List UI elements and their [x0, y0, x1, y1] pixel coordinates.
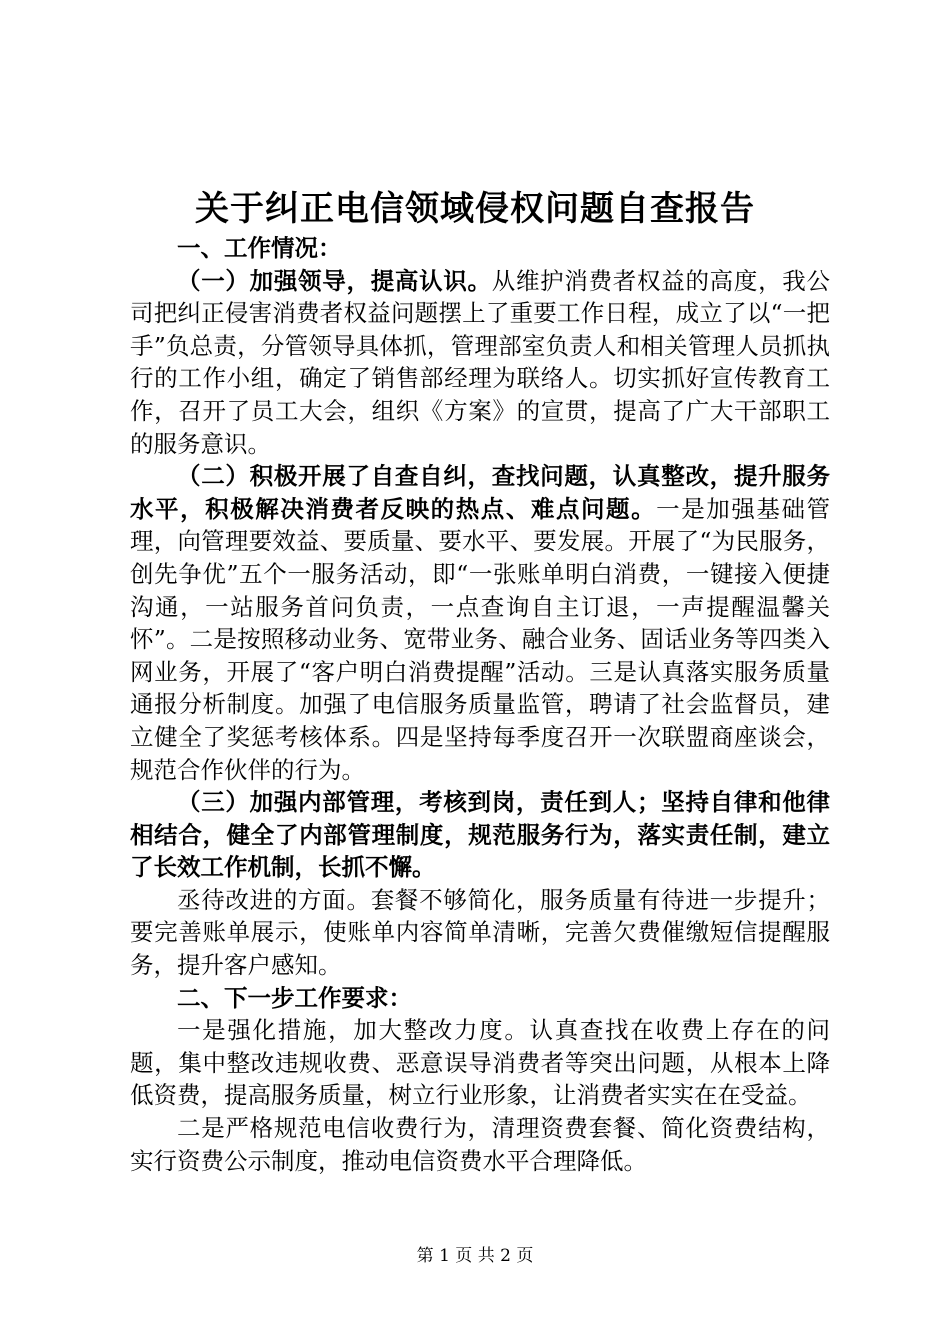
paragraph-4-text: 丞待改进的方面。套餐不够简化，服务质量有待进一步提升；要完善账单展示，使账单内容简单清晰，完善欠费催缴短信提醒服务，提升客户感知。	[130, 885, 830, 980]
paragraph-1-text: 从维护消费者权益的高度，我公司把纠正侵害消费者权益问题摆上了重要工作日程，成立了以“一把手”负总责，分管领导具体抓，管理部室负责人和相关管理人员抓执行的工作小组，确定了销售部经理为联络人。切实抓好宣传教育工作，召开了员工大会，组织《方案》的宣贯，提高了广大干部职工的服务意识。	[130, 266, 830, 458]
paragraph-4	[130, 884, 830, 982]
paragraph-3-lead: （三）加强内部管理，考核到岗，责任到人；坚持自律和他律相结合，健全了内部管理制度，规范服务行为，落实责任制，建立了长效工作机制，长抓不懈。	[130, 788, 830, 882]
section-1-heading	[130, 232, 830, 265]
paragraph-6-text: 二是严格规范电信收费行为，清理资费套餐、简化资费结构，实行资费公示制度，推动电信资费水平合理降低。	[130, 1114, 830, 1175]
section-2-heading-text: 二、下一步工作要求：	[177, 983, 412, 1012]
section-1-heading-text: 一、工作情况：	[177, 234, 342, 262]
paragraph-5-text: 一是强化措施，加大整改力度。认真查找在收费上存在的问题，集中整改违规收费、恶意误导消费者等突出问题，从根本上降低资费，提高服务质量，树立行业形象，让消费者实实在在受益。	[130, 1016, 830, 1110]
paragraph-6	[130, 1112, 830, 1177]
section-2-heading	[130, 982, 830, 1015]
document-body	[130, 232, 830, 1177]
paragraph-2-lead: （二）积极开展了自查自纠，查找问题，认真整改，提升服务水平，积极解决消费者反映的热点、难点问题。	[130, 462, 830, 523]
paragraph-3	[130, 786, 830, 884]
page-footer: 第 1 页 共 2 页	[416, 1246, 534, 1266]
paragraph-5	[130, 1014, 830, 1112]
paragraph-2	[130, 460, 830, 786]
paragraph-1-lead: （一）加强领导，提高认识。	[177, 266, 492, 295]
paragraph-2-text: 一是加强基础管理，向管理要效益、要质量、要水平、要发展。开展了“为民服务，创先争优”五个一服务活动，即“一张账单明白消费，一键接入便捷沟通，一站服务首问负责，一点查询自主订退，一声提醒温馨关怀”。二是按照移动业务、宽带业务、融合业务、固话业务等四类入网业务，开展了“客户明白消费提醒”活动。三是认真落实服务质量通报分析制度。加强了电信服务质量监管，聘请了社会监督员，建立健全了奖惩考核体系。四是坚持每季度召开一次联盟商座谈会，规范合作伙伴的行为。	[130, 494, 831, 784]
document-title: 关于纠正电信领域侵权问题自查报告	[195, 189, 755, 229]
paragraph-1	[130, 265, 830, 461]
